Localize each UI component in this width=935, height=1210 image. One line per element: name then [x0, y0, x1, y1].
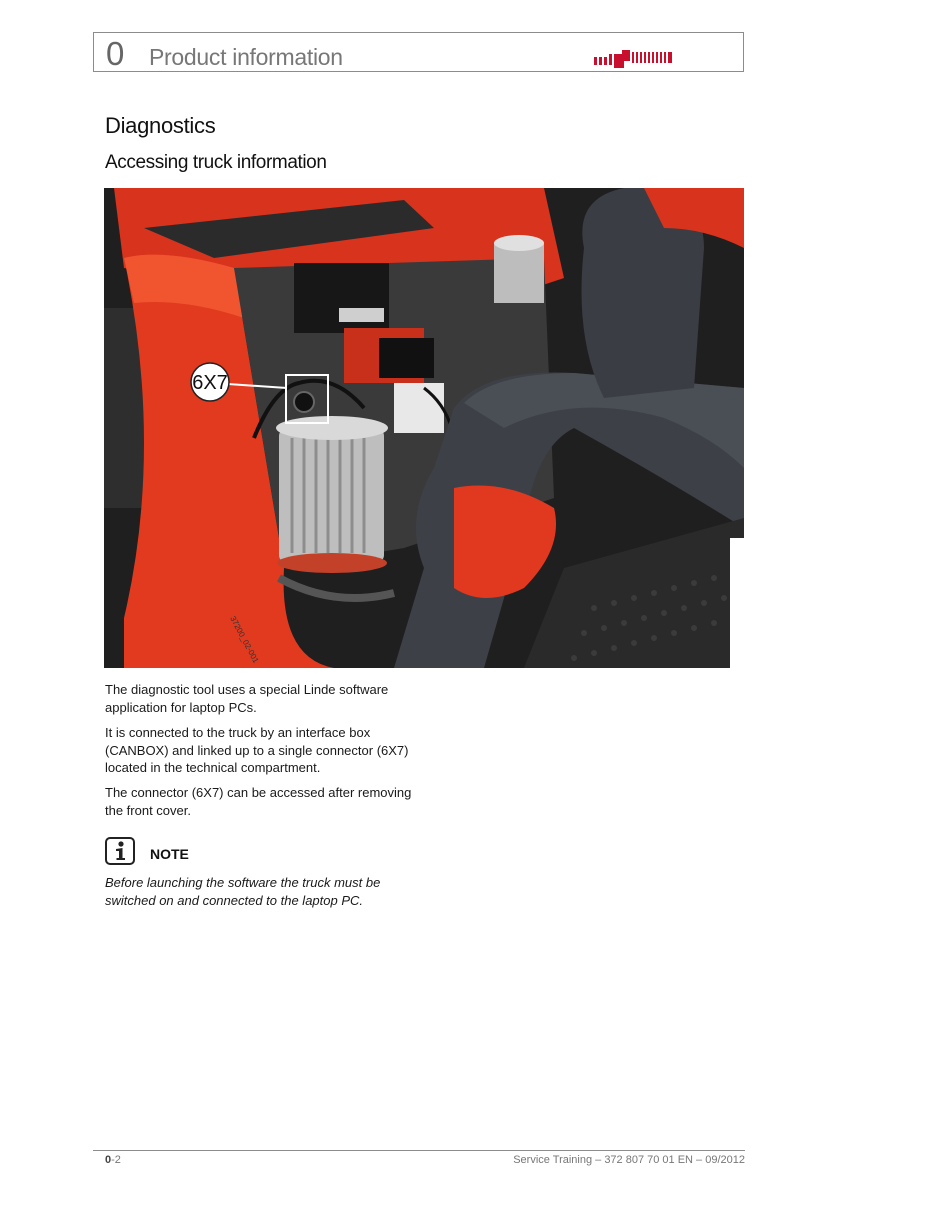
info-icon	[105, 837, 135, 865]
paragraph-3: The connector (6X7) can be accessed after removing the front cover.	[105, 785, 412, 818]
callout-label: 6X7	[192, 372, 228, 394]
chapter-number: 0	[106, 35, 125, 72]
note-text: Before launching the software the truck must be switched on and connected to the laptop PC.	[105, 875, 381, 908]
page-number-value: -2	[111, 1154, 121, 1166]
footer-divider	[93, 1150, 745, 1151]
linde-logo-icon	[594, 49, 674, 69]
paragraph-2: It is connected to the truck by an interface box (CANBOX) and linked up to a single connector (6X7) located in the technical compartment.	[105, 725, 409, 775]
truck-compartment-photo	[104, 188, 744, 668]
document-info: Service Training – 372 807 70 01 EN – 09/2012	[513, 1154, 745, 1166]
paragraph-1: The diagnostic tool uses a special Linde software application for laptop PCs.	[105, 682, 389, 715]
chapter-header	[93, 32, 744, 72]
chapter-title: Product information	[149, 44, 343, 70]
section-title: Diagnostics	[105, 113, 216, 138]
note-label: NOTE	[150, 846, 189, 862]
page-number	[105, 1154, 121, 1166]
drawing-reference: 37200_02-001	[228, 614, 261, 665]
page-chapter: 0	[105, 1154, 112, 1166]
subsection-title: Accessing truck information	[105, 152, 327, 173]
